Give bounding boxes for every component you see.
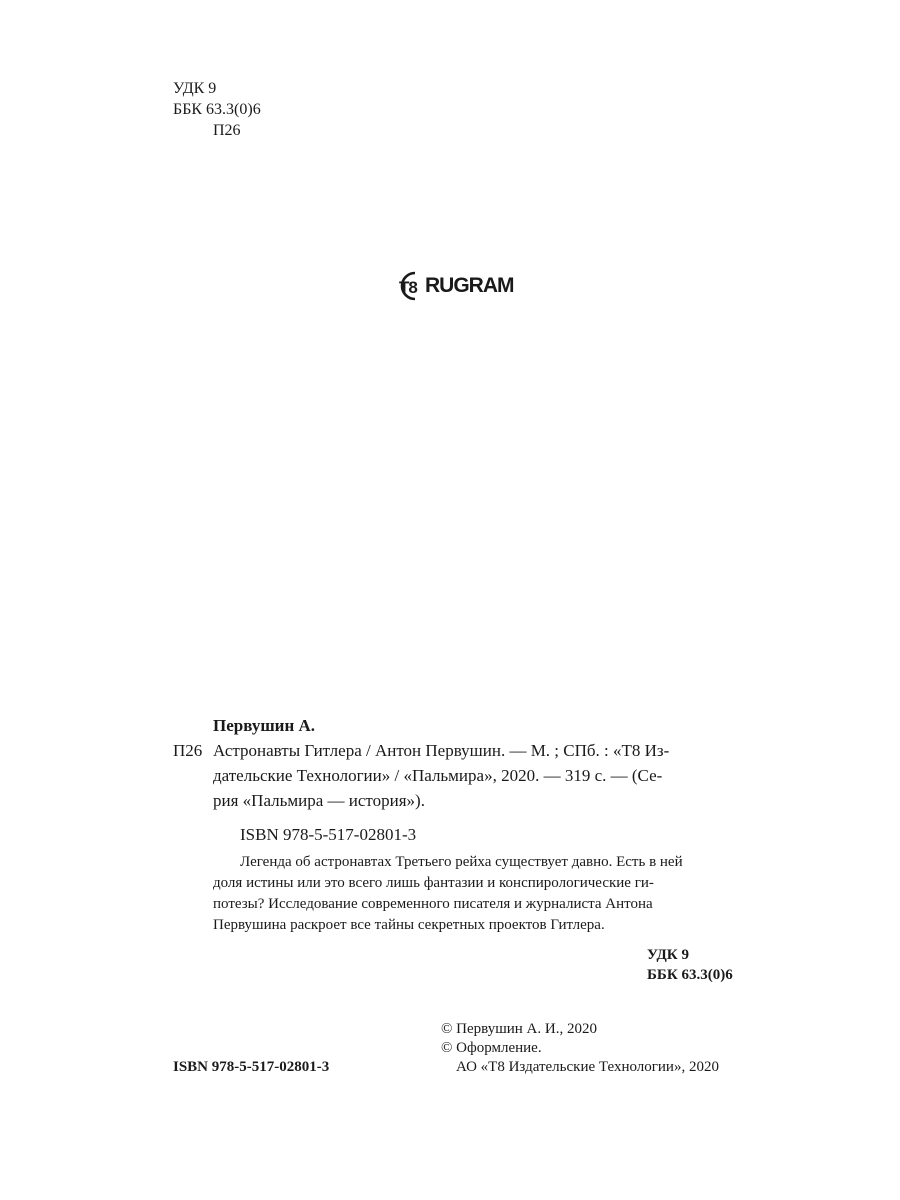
- copyright-publisher: АО «Т8 Издательские Технологии», 2020: [456, 1059, 719, 1075]
- record-line-2: дательские Технологии» / «Пальмира», 2020. — 319 с. — (Се-: [213, 766, 663, 785]
- record-line-3: рия «Пальмира — история»).: [213, 791, 425, 810]
- copyright-author: © Первушин А. И., 2020: [441, 1021, 597, 1037]
- copyright-design: © Оформление.: [441, 1040, 542, 1056]
- bbk-top: ББК 63.3(0)6: [173, 101, 261, 118]
- udk-top: УДК 9: [173, 80, 217, 97]
- record-author-mark: П26: [173, 741, 203, 760]
- annotation-line-4: Первушина раскроет все тайны секретных проектов Гитлера.: [213, 917, 605, 933]
- t8-logo-mark-icon: [393, 269, 423, 303]
- svg-text:T8: T8: [399, 278, 417, 297]
- record-isbn: ISBN 978-5-517-02801-3: [240, 825, 417, 844]
- record-line-1: Астронавты Гитлера / Антон Первушин. — М. ; СПб. : «Т8 Из-: [213, 741, 670, 760]
- logo-text: RUGRAM: [425, 274, 514, 297]
- record-author: Первушин А.: [213, 716, 316, 735]
- bbk-record: ББК 63.3(0)6: [647, 967, 733, 983]
- author-mark-top: П26: [213, 122, 241, 139]
- annotation-line-1: Легенда об астронавтах Третьего рейха существует давно. Есть в ней: [240, 854, 683, 870]
- udk-record: УДК 9: [647, 947, 689, 963]
- annotation-line-2: доля истины или это всего лишь фантазии и конспирологические ги-: [213, 875, 654, 891]
- annotation-line-3: потезы? Исследование современного писателя и журналиста Антона: [213, 896, 653, 912]
- publisher-logo: [393, 269, 514, 303]
- footer-isbn: ISBN 978-5-517-02801-3: [173, 1059, 330, 1075]
